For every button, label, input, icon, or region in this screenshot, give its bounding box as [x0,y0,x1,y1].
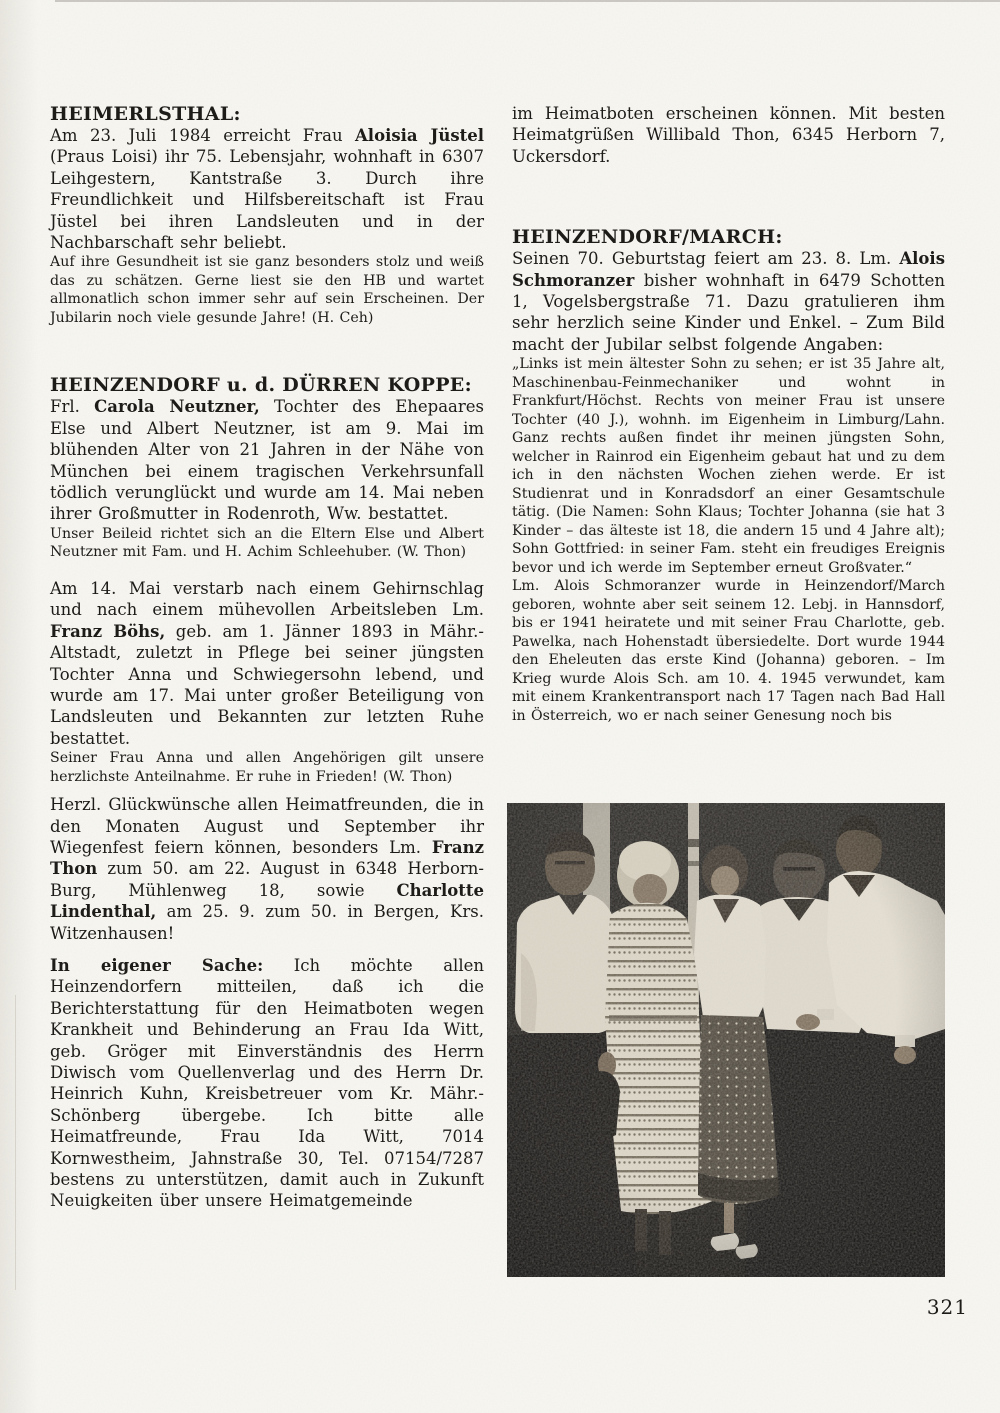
text-segment: Tochter des Ehepaares Else und Albert Neutzner, ist am 9. Mai im blühenden Alter von 21 Jahren in der Nähe von München bei einem tragischen Verkehrsunfall tödlich verunglückt und wurde am 14. Mai neben ihrer Großmutter in Rodenroth, Ww. bestattet. [50,397,484,524]
group-photo-illustration [507,803,945,1277]
text-segment: Ich möchte allen Heinzendorfern mitteilen, daß ich die Berichterstattung für den Heimatboten wegen Krankheit und Behinderung an Frau Ida Witt, geb. Gröger mit Einverständnis des Herrn Diwisch vom Quellenverlag und des Herrn Dr. Heinrich Kuhn, Kreisbetreuer vom Kr. Mähr.-Schönberg übergebe. Ich bitte alle Heimatfreunde, Frau Ida Witt, 7014 Kornwestheim, Jahnstraße 30, Tel. 07154/7287 bestens zu unterstützen, damit auch in Zukunft Neuigkeiten über unsere Heimatgemeinde [50,955,484,1211]
article-note: Auf ihre Gesundheit ist sie ganz besonders stolz und weiß das zu schätzen. Gerne liest sie den HB und wartet allmonatlich schon immer sehr auf sein Erscheinen. Der Jubilarin noch viele gesunde Jahre! (H. Ceh) [50,254,484,326]
article-heading: HEINZENDORF u. d. DÜRREN KOPPE: [50,374,472,397]
text-segment-bold: Carola Neutzner, [94,397,260,417]
text-segment: Seinen 70. Geburtstag feiert am 23. 8. Lm. [512,249,900,269]
article-paragraph [50,955,484,1212]
article-heinzendorf-koppe [50,374,484,561]
text-segment-bold: Franz Böhs, [50,621,166,641]
article-glueckwuensche [50,794,484,944]
text-segment-bold: In eigener Sache: [50,955,264,975]
article-paragraph [50,578,484,749]
text-segment-bold: Aloisia Jüstel [355,126,484,145]
group-photo [507,803,945,1277]
article-quote: „Links ist mein ältester Sohn zu sehen; er ist 35 Jahre alt, Maschinenbau-Feinmechaniker und wohnt in Frankfurt/Höchst. Rechts von meiner Frau ist unsere Tochter (40 J.), wohnh. im Eigenheim in Limburg/Lahn. Ganz rechts außen findet ihr meinen jüngsten Sohn, welcher in Rainrod ein Eigenheim gebaut hat und zu dem ich in den nächsten Wochen ziehen werde. Er ist Studienrat und in Konradsdorf an einer Gesamtschule tätig. (Die Namen: Sohn Klaus; Tochter Johanna (sie hat 3 Kinder – das älteste ist 18, die andern 15 und 4 Jahre alt); Sohn Gottfried: in seiner Fam. steht ein freudiges Ereignis bevor und ich werde im September erneut Großvater.“ [512,356,945,576]
article-heading: HEIMERLSTHAL: [50,103,241,125]
right-column [512,103,945,725]
text-segment: bisher wohnhaft in 6479 Schotten 1, Vogelsbergstraße 71. Dazu gratulieren ihm sehr herzlich seine Kinder und Enkel. – Zum Bild macht der Jubilar selbst folgende Angaben: [512,270,945,354]
text-segment: zum 50. am 22. August in 6348 Herborn-Burg, Mühlenweg 18, sowie [50,859,484,900]
article-heinzendorf-march [512,226,945,725]
article-continuation [512,103,945,167]
article-paragraph [50,396,484,524]
article-heimerlsthal [50,103,484,327]
text-segment: Frl. [50,397,95,417]
page-binding-shade [0,0,38,1413]
article-paragraph: im Heimatboten erscheinen können. Mit besten Heimatgrüßen Willibald Thon, 6345 Herborn 7, Uckersdorf. [512,104,945,166]
scan-top-edge [55,0,1000,2]
article-paragraph [50,794,484,944]
text-segment-bold: Alois Schmoranzer [512,249,945,290]
text-segment: Am 23. Juli 1984 erreicht Frau [50,126,355,145]
text-segment: geb. am 1. Jänner 1893 in Mähr.-Altstadt, zuletzt in Pflege bei seiner jüngsten Tochter Anna und Schwiegersohn lebend, und wurde am 17. Mai unter großer Beteiligung von Landsleuten und Bekannten zur letzten Ruhe bestattet. [50,621,484,748]
article-in-eigener-sache [50,955,484,1212]
text-segment: am 25. 9. zum 50. in Bergen, Krs. Witzenhausen! [50,902,484,943]
text-segment-bold: Charlotte Lindenthal, [50,880,484,922]
article-heading: HEINZENDORF/MARCH: [512,226,783,249]
text-segment: Am 14. Mai verstarb nach einem Gehirnschlag und nach einem mühevollen Arbeitsleben Lm. [50,578,484,620]
text-segment-bold: Franz Thon [50,837,484,879]
article-franz-boehs [50,578,484,786]
article-note: Seiner Frau Anna und allen Angehörigen gilt unsere herzlichste Anteilnahme. Er ruhe in Frieden! (W. Thon) [50,750,484,785]
page-number: 321 [926,1295,968,1319]
photo-grain [507,803,945,1277]
text-segment: Herzl. Glückwünsche allen Heimatfreunden, die in den Monaten August und September ihr Wiegenfest feiern können, besonders Lm. [50,795,484,857]
text-segment: (Praus Loisi) ihr 75. Lebensjahr, wohnhaft in 6307 Leihgestern, Kantstraße 3. Durch ihre Freundlichkeit und Hilfsbereitschaft ist Frau Jüstel bei ihren Landsleuten und in der Nachbarschaft sehr beliebt. [50,147,484,253]
article-paragraph [50,125,484,253]
article-paragraph [512,248,945,355]
article-note: Unser Beileid richtet sich an die Eltern Else und Albert Neutzner mit Fam. und H. Achim Schleehuber. (W. Thon) [50,525,484,561]
article-note: Lm. Alois Schmoranzer wurde in Heinzendorf/March geboren, wohnte aber seit seinem 12. Lebj. in Hannsdorf, bis er 1941 heiratete und mit seiner Frau Charlotte, geb. Pawelka, nach Hohenstadt übersiedelte. Dort wurde 1944 den Eheleuten das erste Kind (Johanna) geboren. – Im Krieg wurde Alois Sch. am 10. 4. 1945 verwundet, kam mit einem Krankentransport nach 17 Tagen nach Bad Hall in Österreich, wo er nach seiner Genesung noch bis [512,578,945,724]
left-column [50,103,484,1212]
paper-fold-line [15,995,16,1290]
